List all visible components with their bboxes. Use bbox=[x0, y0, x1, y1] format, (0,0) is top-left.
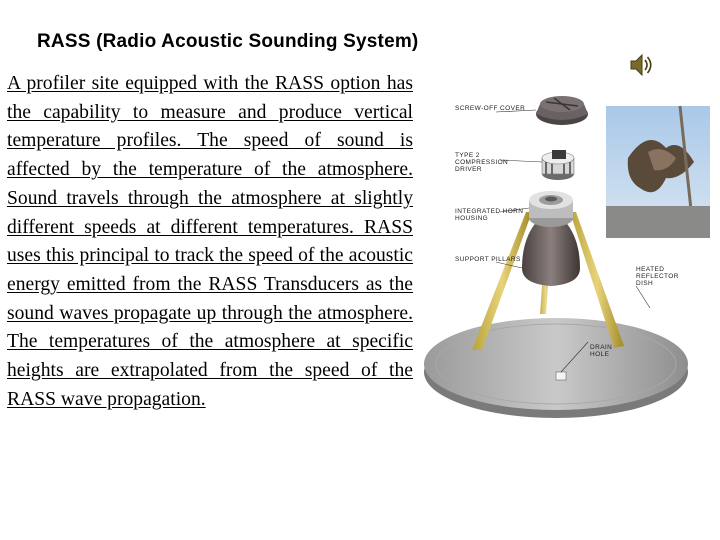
label-support-pillars: SUPPORT PILLARS bbox=[455, 256, 521, 263]
photo-inset bbox=[606, 106, 710, 238]
label-integrated-horn-housing: INTEGRATED HORN HOUSING bbox=[455, 208, 524, 222]
label-heated-reflector-dish: HEATED REFLECTOR DISH bbox=[636, 266, 679, 287]
body-paragraph: A profiler site equipped with the RASS option has the capability to measure and produce vertical temperature profiles. The speed of sound is affected by the temperature of the atmosphere. Sound travels through the atmosphere at slightly different speeds at different temperatures. RASS uses this principal to track the speed of the acoustic energy emitted from the RASS Transducers as the sound waves propagate up through the atmosphere. The temperatures of the atmosphere at specific heights are extrapolated from the speed of the RASS wave propagation. bbox=[7, 73, 413, 410]
label-compression-driver: TYPE 2 COMPRESSION DRIVER bbox=[455, 152, 509, 173]
speaker-icon[interactable] bbox=[625, 52, 655, 78]
label-screw-off-cover: SCREW-OFF COVER bbox=[455, 105, 526, 112]
label-drain-hole: DRAIN HOLE bbox=[590, 344, 613, 358]
slide-title: RASS (Radio Acoustic Sounding System) bbox=[37, 31, 419, 52]
